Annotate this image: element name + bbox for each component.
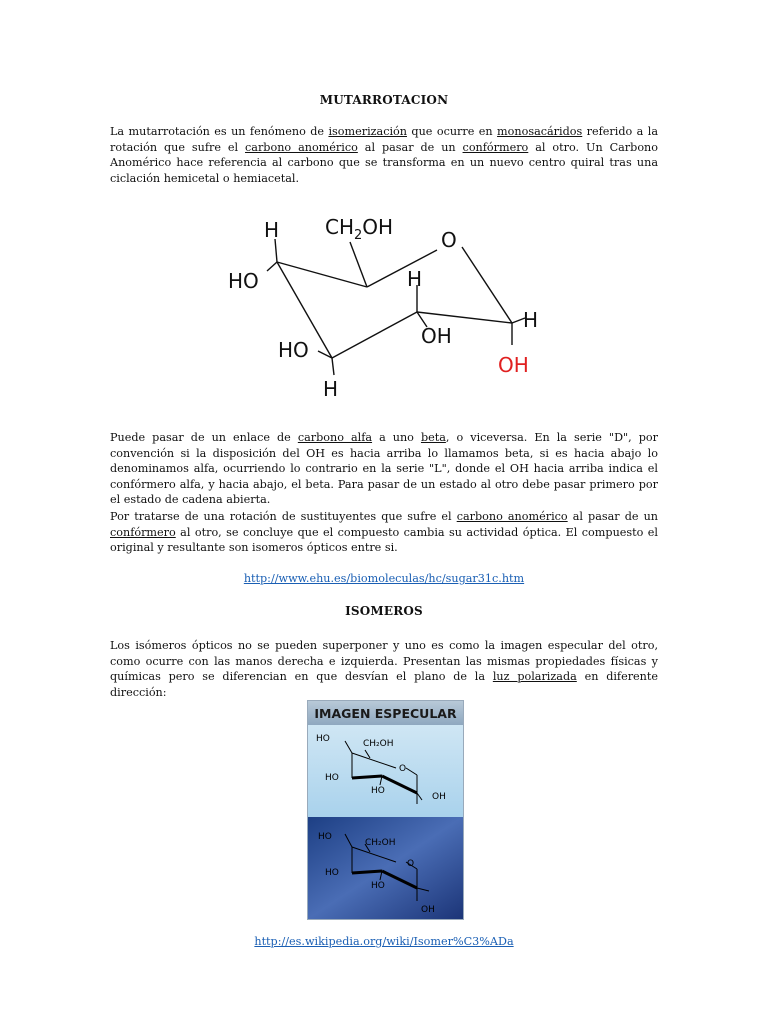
bottom-ho-3: HO (371, 881, 385, 891)
atom-ch2oh (325, 215, 393, 243)
glucose-chair-diagram (222, 205, 552, 405)
subscript: 2 (354, 228, 363, 243)
text: OH (362, 215, 394, 239)
atom-h-bottom: H (323, 377, 339, 401)
paragraph-mutarrotacion (110, 124, 658, 186)
atom-h-top-left: H (264, 218, 280, 242)
bottom-oh: OH (421, 905, 435, 915)
link-beta[interactable]: beta (420, 431, 446, 444)
top-ho-1: HO (316, 734, 330, 744)
bond (332, 358, 334, 375)
bond (350, 242, 367, 287)
link-carbono-anomerico[interactable]: carbono anomérico (245, 140, 358, 154)
text: La mutarrotación es un fenómeno de (110, 125, 329, 138)
bond (332, 312, 417, 358)
bond (275, 239, 277, 262)
link-conformero[interactable]: confórmero (462, 140, 529, 154)
link-ehu[interactable]: http://www.ehu.es/biomoleculas/hc/sugar31c.htm (243, 572, 525, 585)
bond (462, 247, 512, 323)
atom-ho-left: HO (228, 269, 259, 293)
heading-mutarrotacion: MUTARROTACION (319, 93, 449, 107)
top-ho-2: HO (325, 773, 339, 783)
bond (267, 262, 277, 271)
bond (277, 262, 367, 287)
link-monosacaridos[interactable]: monosacáridos (497, 125, 583, 138)
top-ch2oh: CH₂OH (363, 739, 394, 749)
atom-oh-mid: OH (421, 324, 452, 348)
text: al otro. Un Carbono Anomérico hace referencia al carbono que se transforma en un nuevo centro quiral tras una ciclación hemicetal o hemiacetal. (110, 140, 658, 185)
text: Puede pasar de un enlace de (110, 431, 298, 444)
atom-oh-anomeric: OH (498, 353, 529, 377)
paragraph-enlace (110, 430, 658, 508)
top-ho-3: HO (371, 786, 385, 796)
atom-ho-bottom: HO (278, 338, 309, 362)
bond (417, 312, 512, 323)
link-luz-polarizada[interactable]: luz polarizada (492, 670, 577, 683)
link-conformero-2[interactable]: confórmero (110, 525, 176, 539)
text: referido a la rotación que sufre el (110, 125, 658, 154)
text: , o viceversa. En la serie "D", por convención si la disposición del OH es hacia arriba lo llamamos beta, si es hacia abajo lo denominamos alfa, ocurriendo lo contrario en la serie "L", donde el OH hacia arriba indica el confórmero alfa, y hacia abajo, el beta. Para pasar de un estado al otro debe pasar primero por el estado de cadena abierta. (110, 431, 659, 506)
text: al pasar de un (567, 510, 658, 523)
paragraph-rotacion (110, 509, 658, 556)
mirror-image-svg (308, 701, 463, 919)
bottom-ch2oh: CH₂OH (365, 838, 396, 848)
text: a uno (372, 431, 421, 444)
link-wikipedia[interactable]: http://es.wikipedia.org/wiki/Isomer%C3%ADa (254, 935, 514, 948)
atom-h-mid: H (407, 267, 423, 291)
text: que ocurre en (407, 125, 498, 138)
top-o: O (399, 764, 407, 774)
text: al otro, se concluye que el compuesto cambia su actividad óptica. El compuesto el original y resultante son isomeros ópticos entre si. (110, 525, 658, 554)
text: Los isómeros ópticos no se pueden superponer y uno es como la imagen especular del otro, como ocurre con las manos derecha e izquierda. Presentan las mismas propiedades físicas y químicas pero se diferencian en que desvían el plano de la (110, 639, 658, 683)
top-oh: OH (432, 792, 446, 802)
text: al pasar de un (357, 140, 463, 154)
link-carbono-anomerico-2[interactable]: carbono anomérico (456, 510, 568, 523)
bottom-ho-2: HO (325, 868, 339, 878)
text: Por tratarse de una rotación de sustituyentes que sufre el (110, 510, 457, 523)
bottom-o: O (407, 859, 415, 869)
text: CH (325, 215, 355, 239)
link-isomerizacion[interactable]: isomerización (328, 125, 407, 138)
paragraph-isomeros (110, 638, 658, 700)
bond (367, 250, 437, 287)
figure-header-title: IMAGEN ESPECULAR (314, 706, 457, 721)
link-carbono-alfa[interactable]: carbono alfa (297, 431, 373, 444)
atom-o-ring: O (441, 228, 457, 252)
mirror-image-figure (307, 700, 464, 920)
bottom-ho-1: HO (318, 832, 332, 842)
atom-h-right: H (523, 308, 539, 332)
text: en diferente dirección: (110, 670, 658, 699)
heading-isomeros: ISOMEROS (345, 604, 423, 618)
